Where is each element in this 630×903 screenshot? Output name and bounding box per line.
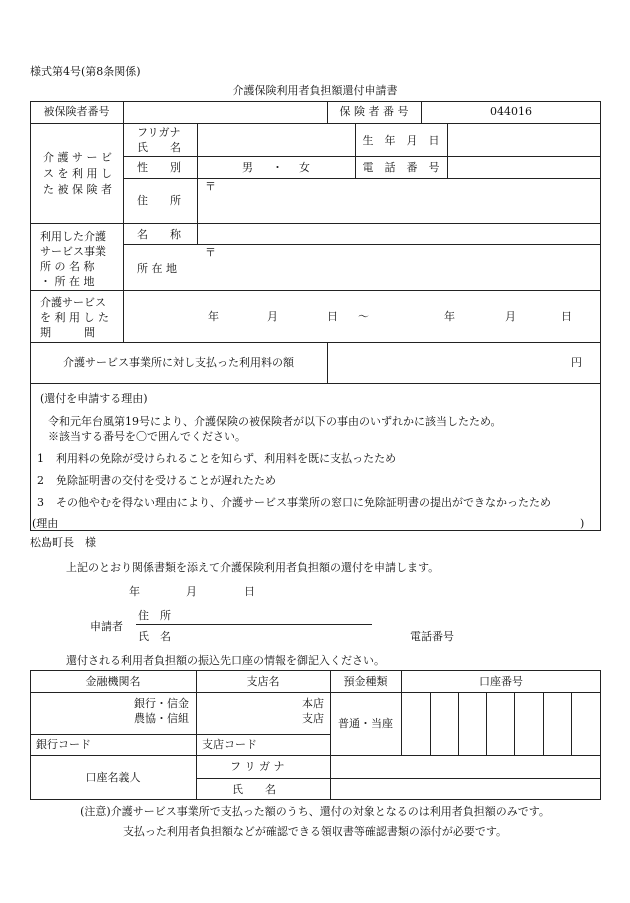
bank-col-deposit-type: 預金種類 [343,675,388,688]
facility-postal-mark: 〒 [205,246,216,259]
name-field[interactable] [198,124,354,155]
branch-code-field[interactable] [265,736,328,754]
institution-type-line2[interactable]: 農協・信組 [134,712,189,725]
application-month: 月 [186,585,197,598]
reason-item-2-text: 免除証明書の交付を受けることが遅れたため [56,474,276,487]
period-tilde: ～ [358,310,369,323]
institution-name-field[interactable] [31,693,151,733]
insured-section-label: 介 護 サ ー ビ ス を 利 用 し た 被 保 険 者 [43,151,112,196]
application-day: 日 [244,585,255,598]
facility-section-label: 利用した介護 サービス事業 所 の 名 称 ・ 所 在 地 [40,230,106,288]
reason-item-3-text: その他やむを得ない理由により、介護サービス事業所の窓口に免除証明書の提出ができなかったため [56,496,551,509]
institution-type-line1[interactable]: 銀行・信金 [134,697,189,710]
sex-option-male[interactable]: 男 [242,161,253,174]
bank-code-field[interactable] [100,736,194,754]
insured-number-label: 被保険者番号 [43,105,110,118]
form-title: 介護保険利用者負担額還付申請書 [232,84,398,97]
birthdate-field[interactable] [448,124,600,155]
reason-other-field[interactable] [70,514,570,530]
address-label: 住 所 [137,194,181,207]
branch-type-line2[interactable]: 支店 [302,712,324,725]
bank-col-branch: 支店名 [246,675,280,688]
application-statement: 上記のとおり関係書類を添えて介護保険利用者負担額の還付を申請します。 [66,561,440,574]
holder-name-field[interactable] [331,779,600,799]
phone-label: 電 話 番 号 [362,161,440,174]
facility-location-label: 所 在 地 [137,262,177,275]
facility-name-field[interactable] [198,224,600,243]
period-section-label: 介護サービス を 利 用 し た 期 間 [40,296,109,339]
reason-item-1-text: 利用料の免除が受けられることを知らず、利用料を既に支払ったため [56,452,397,465]
applicant-name-field[interactable] [175,628,370,644]
applicant-address-label: 住 所 [138,609,171,622]
reason-item-3-number[interactable]: 3 [37,496,44,509]
period-end-day: 日 [561,310,572,323]
insurer-number-value: 044016 [490,105,532,118]
addressee: 松島町長 様 [30,536,96,549]
footnote-line1: (注意)介護サービス事業所で支払った額のうち、還付の対象となるのは利用者負担額のみです。 [80,805,550,818]
deposit-type-options[interactable]: 普通・当座 [338,717,393,730]
period-end-year: 年 [444,310,455,323]
branch-code-label: 支店コード [202,738,257,751]
facility-name-label: 名 称 [137,228,181,241]
branch-name-field[interactable] [197,693,297,733]
form-style-note: 様式第4号(第8条関係) [30,65,141,78]
name-label: 氏 名 [137,141,181,154]
fee-label: 介護サービス事業所に対し支払った利用料の額 [63,356,294,369]
bank-col-institution: 金融機関名 [85,675,141,688]
applicant-address-field[interactable] [175,606,370,622]
holder-furigana-field[interactable] [331,756,600,777]
reason-item-1-number[interactable]: 1 [37,452,44,465]
period-field[interactable] [124,291,600,341]
sex-label: 性 別 [137,161,181,174]
sex-separator: ・ [272,161,283,174]
period-end-month: 月 [505,310,516,323]
fee-amount-field[interactable] [328,343,600,382]
facility-location-field[interactable] [198,245,600,289]
bank-col-account-number: 口座番号 [479,675,523,688]
reason-heading: (還付を申請する理由) [40,392,148,405]
holder-name-label: 氏 名 [232,783,276,796]
applicant-phone-label: 電話番号 [410,630,454,643]
bank-intro: 還付される利用者負担額の振込先口座の情報を御記入ください。 [66,654,385,667]
birthdate-label: 生 年 月 日 [362,134,440,147]
period-start-month: 月 [267,310,278,323]
reason-other-open: (理由 [32,517,59,530]
fee-unit: 円 [571,356,582,369]
insured-number-field[interactable] [124,102,326,122]
reason-item-2-number[interactable]: 2 [37,474,44,487]
holder-furigana-label: フ リ ガ ナ [230,760,285,773]
reason-other-close: ) [580,517,585,530]
period-start-day: 日 [327,310,338,323]
bank-code-label: 銀行コード [36,738,91,751]
application-year: 年 [129,585,140,598]
address-field[interactable] [198,179,600,222]
postal-mark: 〒 [205,180,216,193]
furigana-label: フリガナ [137,126,181,139]
insurer-number-label: 保 険 者 番 号 [339,105,409,118]
period-start-year: 年 [208,310,219,323]
applicant-label: 申請者 [90,620,123,633]
footnote-line2: 支払った利用者負担額などが確認できる領収書等確認書類の添付が必要です。 [122,825,508,838]
account-number-field[interactable] [402,693,600,754]
reason-note: ※該当する番号を〇で囲んでください。 [48,430,246,443]
reason-intro: 令和元年台風第19号により、介護保険の被保険者が以下の事由のいずれかに該当したため。 [48,415,502,428]
sex-option-female[interactable]: 女 [299,161,310,174]
applicant-name-label: 氏 名 [138,630,171,643]
branch-type-line1[interactable]: 本店 [302,697,324,710]
phone-field[interactable] [448,157,600,177]
account-holder-label: 口座名義人 [85,771,141,784]
